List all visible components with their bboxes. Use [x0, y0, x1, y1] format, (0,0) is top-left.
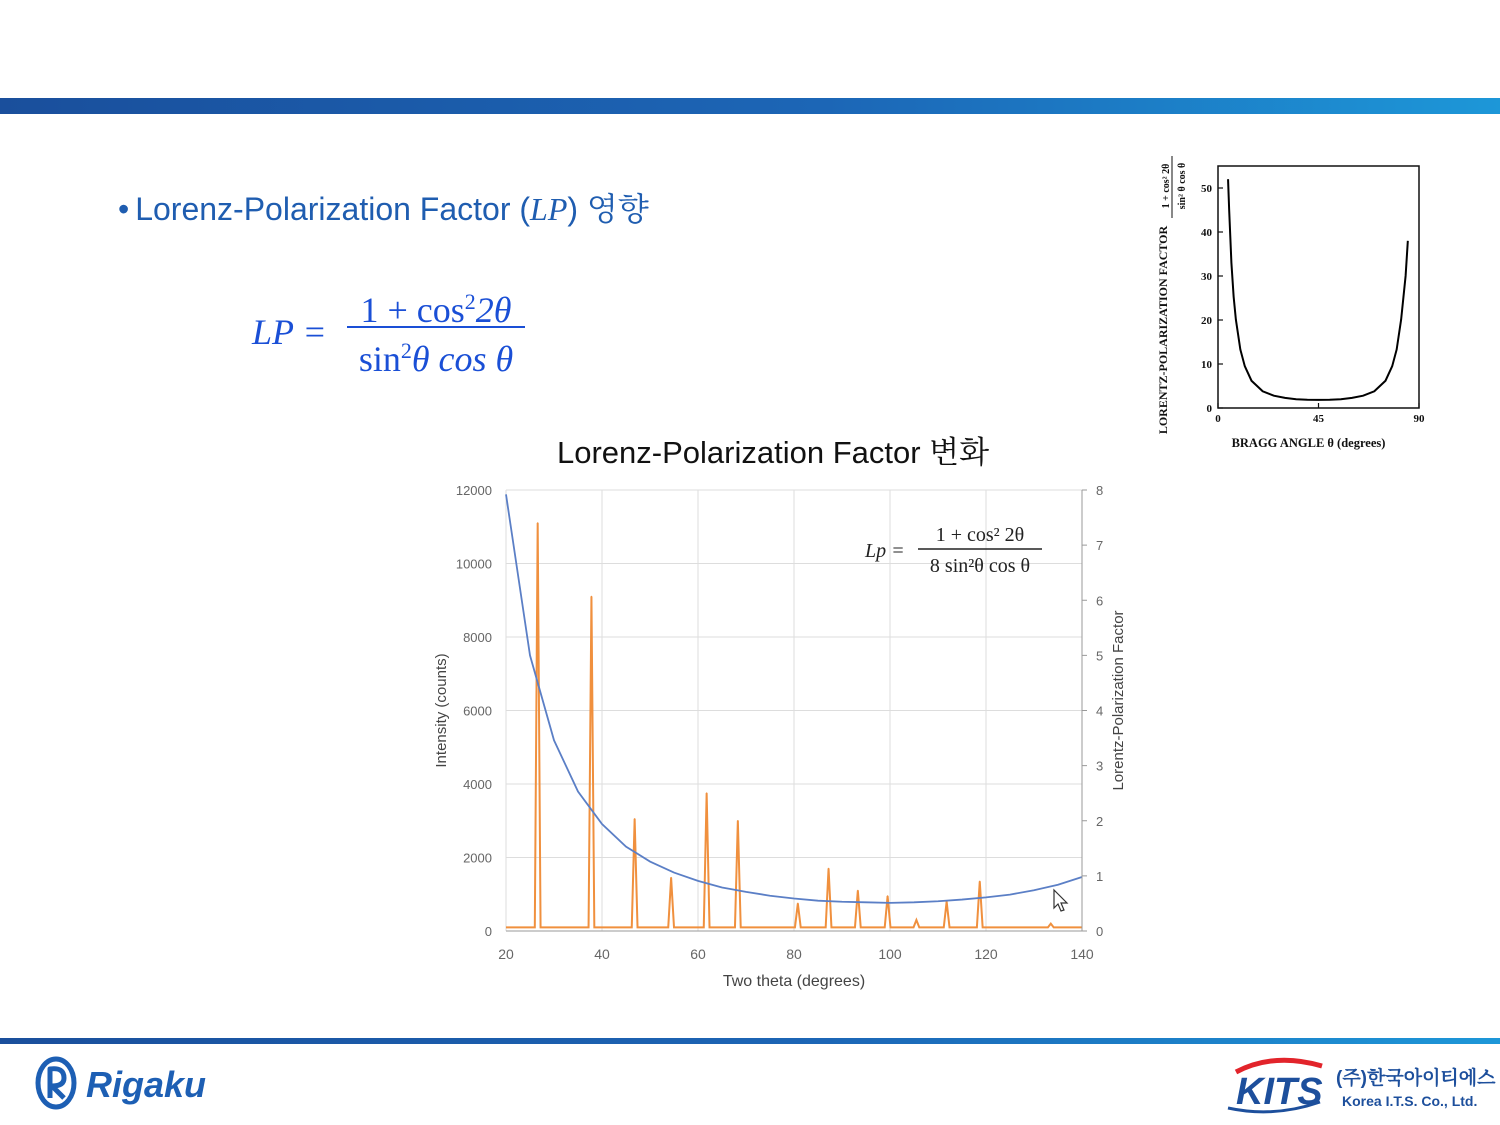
- intensity-peak: [737, 820, 739, 822]
- formula-lhs: LP =: [252, 312, 327, 352]
- x-tick-label: 60: [690, 946, 706, 962]
- inset-x-tick-label: 0: [1215, 413, 1221, 425]
- formula-numerator-text: 1 + cos: [360, 290, 465, 330]
- lp-intensity-chart: [420, 478, 1140, 1003]
- bullet-text: Lorenz-Polarization Factor (: [135, 191, 531, 227]
- y2-tick-label: 3: [1096, 758, 1104, 774]
- x-tick-label: 80: [786, 946, 802, 962]
- bullet-heading: [118, 184, 649, 230]
- x-tick-label: 40: [594, 946, 610, 962]
- intensity-peak: [537, 522, 539, 524]
- formula-numerator: [347, 278, 525, 330]
- y-axis-label: Intensity (counts): [433, 653, 450, 768]
- y-tick-label: 8000: [463, 630, 492, 645]
- y2-tick-label: 7: [1096, 538, 1104, 554]
- inset-y-formula-numerator: 1 + cos² 2θ: [1161, 163, 1172, 209]
- y2-tick-label: 8: [1096, 483, 1104, 498]
- intensity-peak: [591, 596, 593, 598]
- inset-y-formula-denominator: sin² θ cos θ: [1177, 162, 1188, 210]
- formula-den-sin: sin: [358, 339, 401, 379]
- y-tick-label: 0: [484, 924, 492, 939]
- chart-title: Lorenz-Polarization Factor 변화: [557, 435, 990, 470]
- inset-x-tick-label: 90: [1413, 413, 1425, 425]
- intensity-peak: [979, 881, 981, 883]
- intensity-peak: [706, 792, 708, 794]
- main-chart-background: [420, 478, 1140, 1003]
- y2-tick-label: 5: [1096, 648, 1104, 664]
- y2-axis-label: Lorentz-Polarization Factor: [1110, 610, 1127, 791]
- intensity-peak: [887, 895, 889, 897]
- intensity-peak: [634, 818, 636, 820]
- y2-tick-label: 6: [1096, 593, 1104, 609]
- annotation-lhs: Lp =: [865, 540, 905, 562]
- kits-company-english: Korea I.T.S. Co., Ltd.: [1342, 1093, 1478, 1109]
- intensity-peak: [797, 903, 799, 905]
- top-accent-bar: [0, 98, 1500, 114]
- annotation-numerator: 1 + cos² 2θ: [935, 524, 1025, 546]
- inset-y-tick-label: 0: [1206, 403, 1212, 415]
- y-tick-label: 12000: [455, 483, 492, 498]
- bottom-accent-bar: [0, 1038, 1500, 1044]
- y2-tick-label: 4: [1096, 703, 1104, 719]
- x-tick-label: 100: [878, 946, 902, 962]
- rigaku-logo: [34, 1052, 254, 1114]
- formula-den-exp: 2: [400, 338, 412, 363]
- y2-tick-label: 2: [1096, 813, 1104, 829]
- bragg-angle-lp-chart: [1140, 146, 1440, 460]
- formula-numerator-tail: 2θ: [475, 290, 512, 330]
- inset-y-tick-label: 50: [1201, 183, 1212, 195]
- x-tick-label: 120: [974, 946, 998, 962]
- y-tick-label: 2000: [463, 850, 492, 866]
- x-axis-label: Two theta (degrees): [722, 973, 866, 990]
- formula-fraction: [347, 278, 525, 379]
- formula-numerator-exp: 2: [464, 289, 476, 314]
- kits-logo: [1224, 1052, 1496, 1118]
- y-tick-label: 10000: [455, 556, 492, 572]
- y-tick-label: 4000: [463, 777, 492, 792]
- y2-tick-label: 0: [1096, 924, 1104, 939]
- bullet-suffix: ) 영향: [567, 191, 649, 227]
- intensity-peak: [670, 877, 672, 879]
- inset-y-tick-label: 10: [1201, 359, 1212, 371]
- intensity-peak: [857, 890, 859, 892]
- x-tick-label: 20: [498, 946, 514, 962]
- inset-y-axis-label: LORENTZ-POLARIZATION FACTOR: [1156, 225, 1170, 435]
- y-tick-label: 6000: [463, 703, 492, 719]
- inset-y-tick-label: 30: [1201, 271, 1212, 283]
- intensity-peak: [828, 868, 830, 870]
- y2-tick-label: 1: [1096, 868, 1104, 884]
- inset-x-tick-label: 45: [1313, 413, 1324, 425]
- annotation-denominator: 8 sin²θ cos θ: [929, 555, 1031, 577]
- x-tick-label: 140: [1070, 946, 1094, 962]
- bullet-symbol: •: [118, 191, 130, 227]
- intensity-peak: [1050, 923, 1052, 925]
- inset-x-axis-label: BRAGG ANGLE θ (degrees): [1231, 436, 1386, 450]
- formula-denominator: [347, 328, 525, 379]
- formula-den-tail: θ cos θ: [411, 339, 514, 379]
- inset-y-tick-label: 20: [1201, 315, 1212, 327]
- intensity-peak: [916, 919, 918, 921]
- inset-y-tick-label: 40: [1201, 227, 1212, 239]
- bullet-variable: LP: [530, 191, 568, 227]
- rigaku-logo-text: Rigaku: [86, 1064, 207, 1105]
- kits-company-korean: (주)한국아이티에스: [1336, 1068, 1496, 1089]
- kits-logo-text: KITS: [1236, 1071, 1323, 1113]
